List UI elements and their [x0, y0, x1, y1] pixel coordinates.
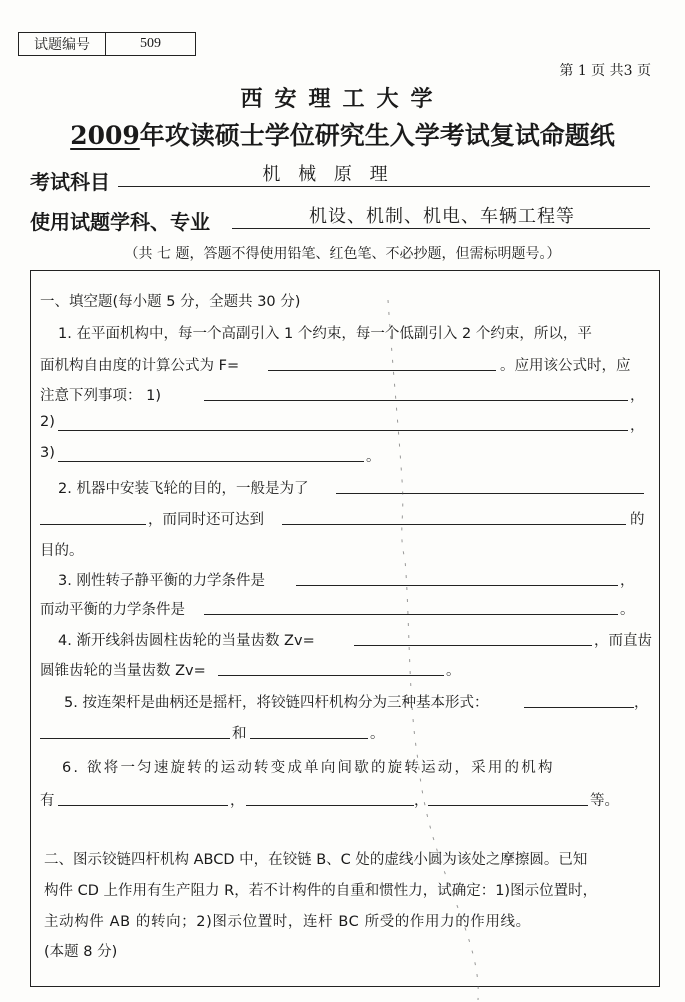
q1-line2-end: 。应用该公式时，应 — [500, 358, 631, 374]
q2-line2-end: 的 — [630, 512, 645, 528]
exam-code-label: 试题编号 — [19, 33, 106, 55]
q1-comma2: ， — [630, 418, 645, 434]
q5-line1: 5. 按连架杆是曲柄还是摇杆，将铰链四杆机构分为三种基本形式： — [64, 695, 489, 711]
q1-line2: 面机构自由度的计算公式为 F= — [40, 358, 240, 374]
q1-line4: 2) — [40, 414, 55, 430]
q4-line1-end: ，而直齿 — [594, 633, 652, 649]
q2-line1: 2. 机器中安装飞轮的目的，一般是为了 — [58, 481, 309, 497]
q6-comma2: ， — [414, 793, 429, 809]
q3-comma: ， — [620, 573, 635, 589]
q4-period: 。 — [446, 663, 461, 679]
section2-line4: (本题 8 分) — [44, 944, 118, 960]
university-name: 西安理工大学 — [240, 86, 445, 112]
q1-line5: 3) — [40, 445, 55, 461]
subject-label: 考试科目 — [30, 170, 110, 194]
q5-comma1: ， — [634, 695, 649, 711]
exam-note: （共 七 题，答题不得使用铅笔、红色笔、不必抄题，但需标明题号。） — [124, 246, 561, 262]
q6-line1: 6. 欲将一匀速旋转的运动转变成单向间歇的旋转运动，采用的机构 — [62, 760, 555, 776]
q1-line3: 注意下列事项： 1) — [40, 388, 161, 404]
major-label: 使用试题学科、专业 — [30, 210, 210, 234]
q6-line2-end: 等。 — [590, 793, 619, 809]
section2-line2: 构件 CD 上作用有生产阻力 R，若不计构件的自重和惯性力，试确定：1)图示位置时， — [44, 883, 598, 899]
subject-value: 机 械 原 理 — [262, 164, 394, 185]
q6-line2-start: 有 — [40, 793, 55, 809]
q4-line2: 圆锥齿轮的当量齿数 Zv= — [40, 663, 206, 679]
q2-line2: ，而同时还可达到 — [148, 512, 264, 528]
exam-title-text: 年攻读硕士学位研究生入学考试复试命题纸 — [139, 121, 615, 150]
q1-comma1: ， — [630, 388, 645, 404]
section1-heading: 一、填空题(每小题 5 分，全题共 30 分) — [40, 294, 301, 310]
q4-line1: 4. 渐开线斜齿圆柱齿轮的当量齿数 Zv= — [58, 633, 315, 649]
q3-period: 。 — [620, 602, 635, 618]
q5-and: 和 — [232, 726, 247, 742]
exam-code-value: 509 — [140, 36, 161, 51]
q2-line3: 目的。 — [40, 543, 84, 559]
q6-comma1: ， — [230, 793, 245, 809]
section2-line1: 二、图示铰链四杆机构 ABCD 中，在铰链 B、C 处的虚线小圆为该处之摩擦圆。已知 — [44, 852, 588, 868]
q1-period: 。 — [366, 449, 381, 465]
major-value: 机设、机制、机电、车辆工程等 — [309, 206, 575, 227]
page-info: 第 1 页 共3 页 — [559, 63, 651, 79]
exam-year: 2009 — [70, 121, 140, 150]
section2-line3: 主动构件 AB 的转向；2)图示位置时，连杆 BC 所受的作用力的作用线。 — [44, 914, 531, 930]
q5-period: 。 — [370, 726, 385, 742]
q3-line1: 3. 刚性转子静平衡的力学条件是 — [58, 573, 265, 589]
q1-line1: 1. 在平面机构中，每一个高副引入 1 个约束，每一个低副引入 2 个约束，所以，平 — [58, 326, 592, 342]
q3-line2: 而动平衡的力学条件是 — [40, 602, 185, 618]
